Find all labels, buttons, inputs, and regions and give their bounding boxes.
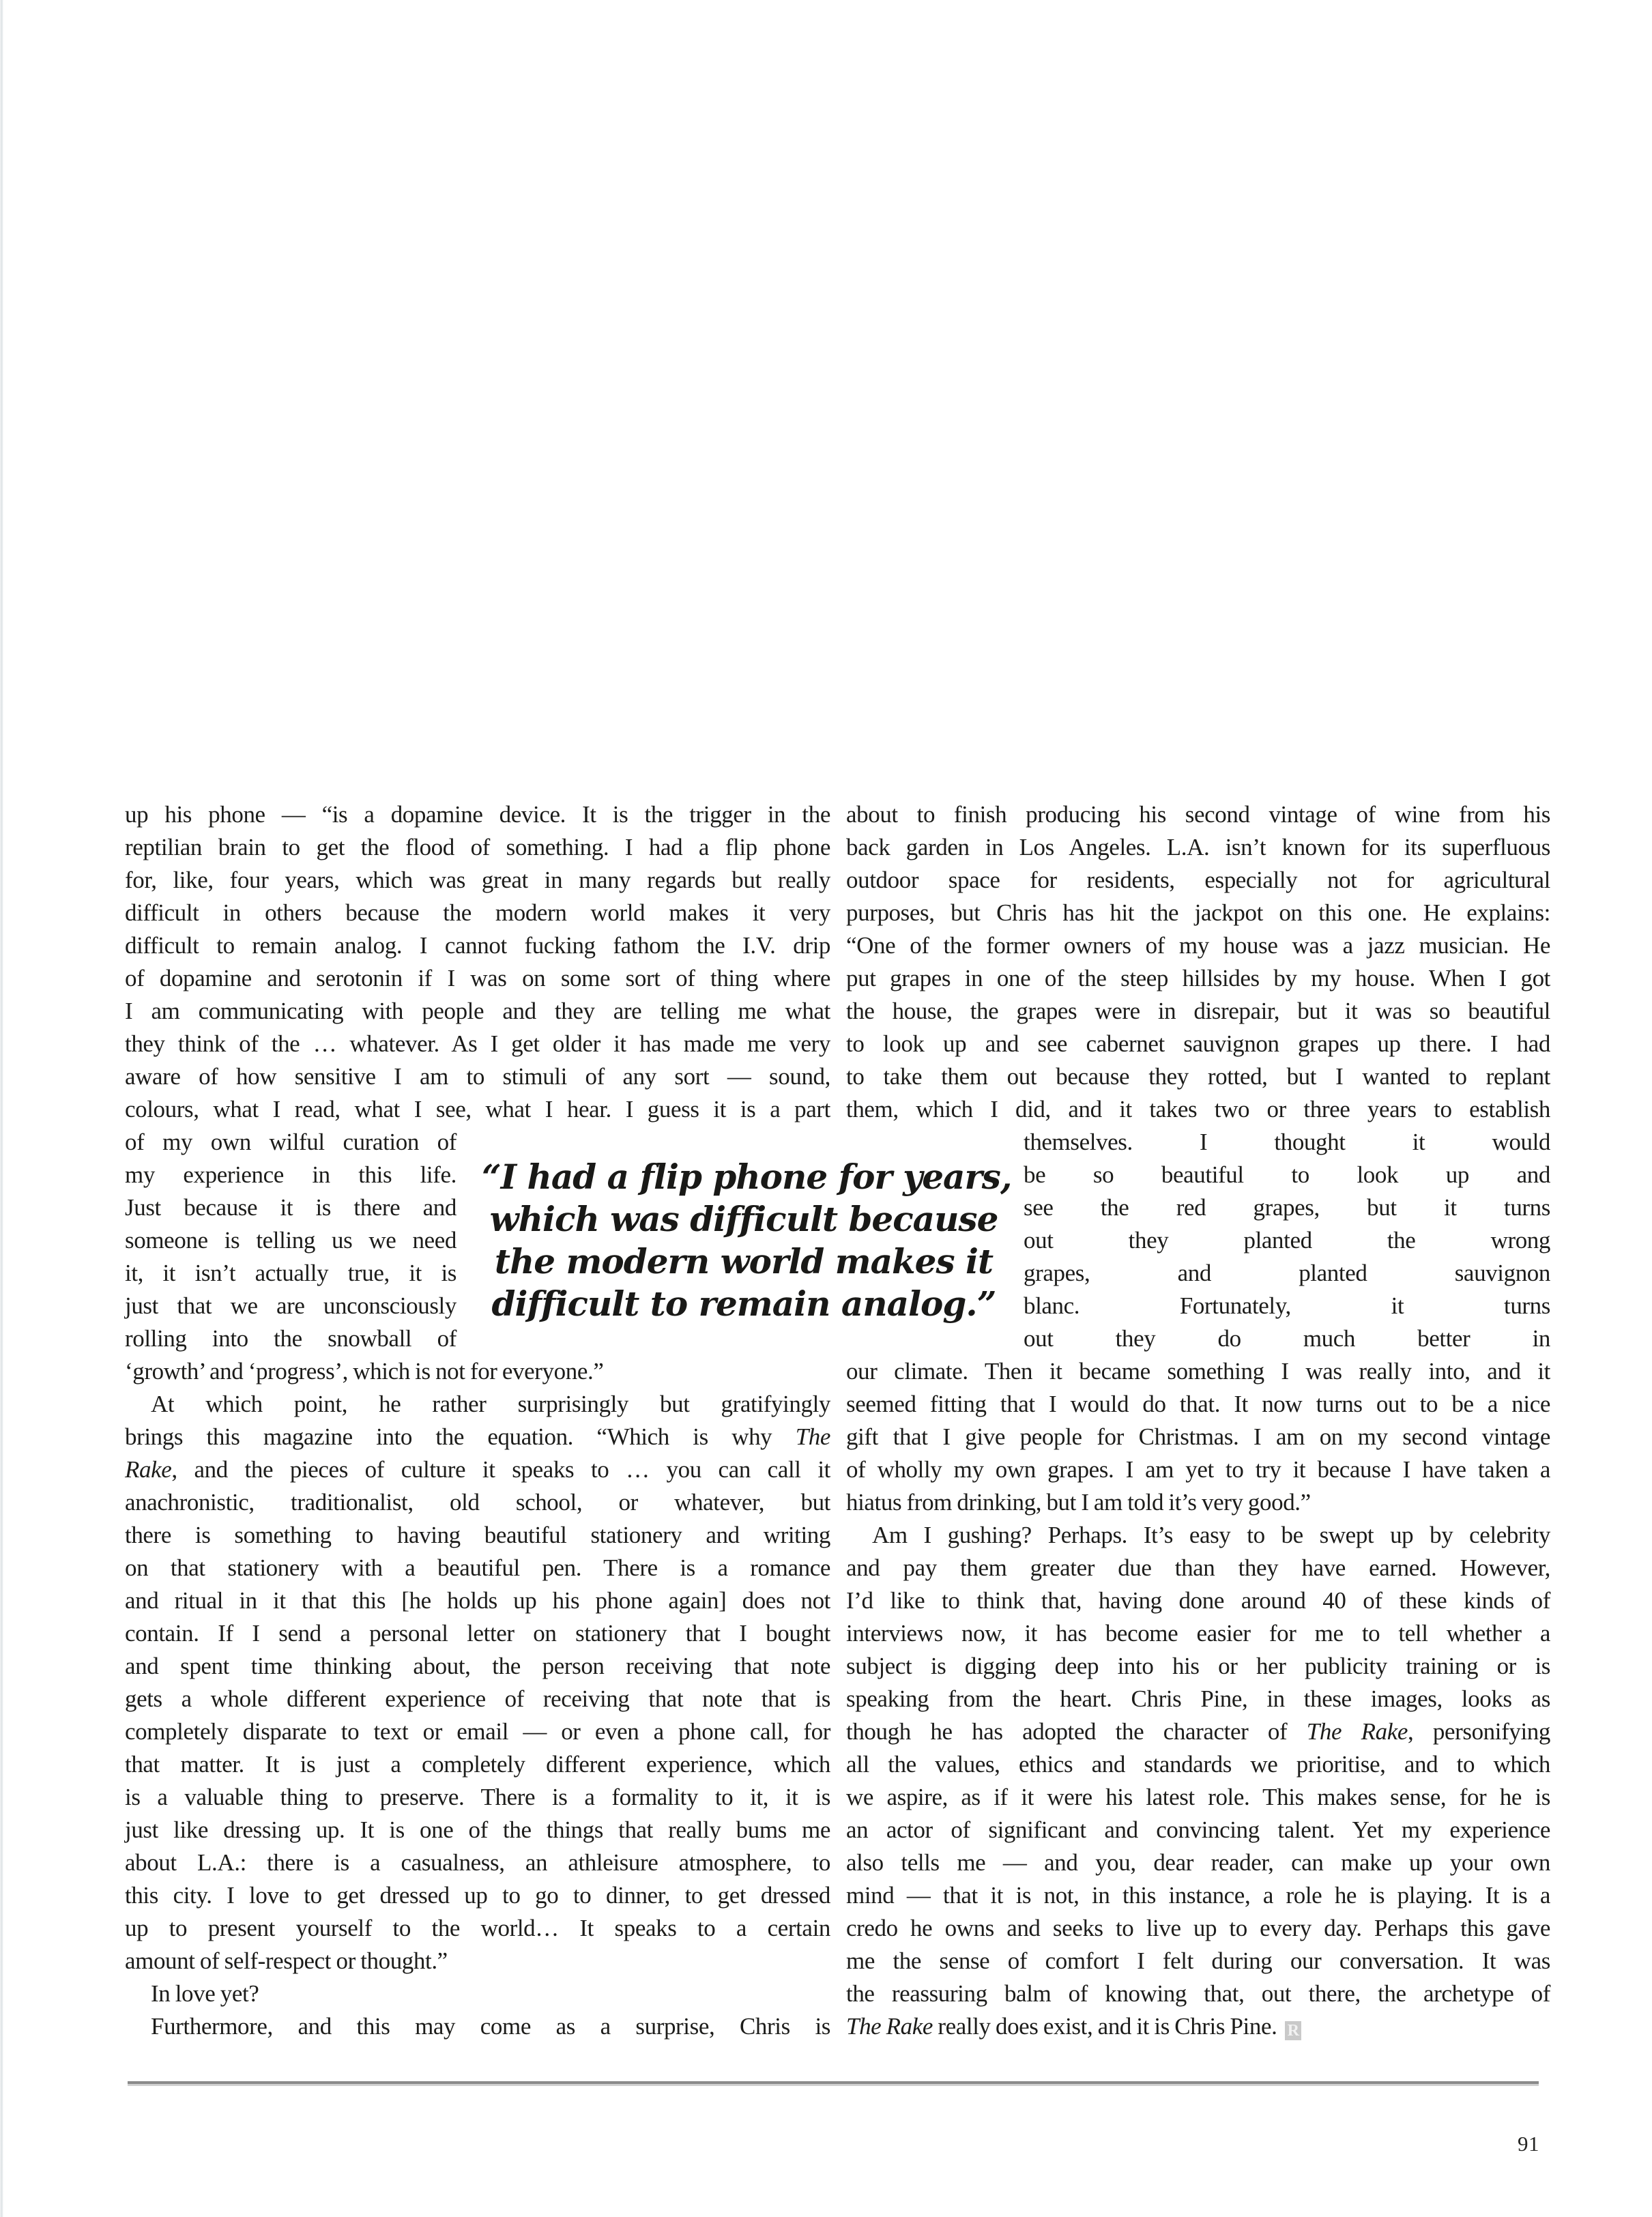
body-text-line: back garden in Los Angeles. L.A. isn’t known for its superfluous (846, 834, 1550, 860)
left-column-top (125, 798, 830, 1126)
body-text-line: purposes, but Chris has hit the jackpot on this one. He explains: (846, 899, 1550, 926)
body-text-line: our climate. Then it became something I was really into, and it (846, 1358, 1550, 1385)
body-text-line: Furthermore, and this may come as a surprise, Chris is (151, 2013, 830, 2040)
body-text-line: the house, the grapes were in disrepair, but it was so beautiful (846, 998, 1550, 1024)
body-text-line: and spent time thinking about, the person receiving that note (125, 1653, 830, 1679)
body-text-line: up his phone — “is a dopamine device. It is the trigger in the (125, 801, 830, 828)
body-text-line: of wholly my own grapes. I am yet to try it because I have taken a (846, 1456, 1550, 1483)
body-text-line: difficult to remain analog. I cannot fucking fathom the I.V. drip (125, 932, 830, 959)
bottom-rule (128, 2081, 1539, 2086)
body-text-line: completely disparate to text or email — or even a phone call, for (125, 1718, 830, 1745)
rake-end-mark-icon: R (1285, 2021, 1301, 2040)
body-text-line: ‘growth’ and ‘progress’, which is not for everyone.” (125, 1358, 604, 1385)
body-text-line: Just because it is there and (125, 1194, 457, 1221)
body-text-line: me the sense of comfort I felt during our conversation. It was (846, 1947, 1550, 1974)
body-text-line: to look up and see cabernet sauvignon grapes up there. I had (846, 1030, 1550, 1057)
body-text-line: of dopamine and serotonin if I was on some sort of thing where (125, 965, 830, 991)
body-text-line: reptilian brain to get the flood of something. I had a flip phone (125, 834, 830, 860)
body-text-line: though he has adopted the character of The Rake, personifying (846, 1718, 1550, 1745)
pull-quote-line: which was difficult because (489, 1199, 998, 1239)
body-text-line: aware of how sensitive I am to stimuli of any sort — sound, (125, 1063, 830, 1090)
body-text-line: I’d like to think that, having done around 40 of these kinds of (846, 1587, 1550, 1614)
body-text-line: about L.A.: there is a casualness, an athleisure atmosphere, to (125, 1849, 830, 1876)
pull-quote-line: the modern world makes it (494, 1241, 994, 1281)
body-text-line: all the values, ethics and standards we prioritise, and to which (846, 1751, 1550, 1778)
right-column-narrow (1024, 1126, 1550, 1355)
body-text-line: also tells me — and you, dear reader, can make up your own (846, 1849, 1550, 1876)
body-text-line: be so beautiful to look up and (1024, 1161, 1550, 1188)
body-text-line: interviews now, it has become easier for me to tell whether a (846, 1620, 1550, 1647)
body-text-line: out they planted the wrong (1024, 1227, 1550, 1254)
left-column-bottom (125, 1355, 830, 2043)
body-text-line: gift that I give people for Christmas. I am on my second vintage (846, 1423, 1550, 1450)
body-text-line: just that we are unconsciously (125, 1292, 457, 1319)
body-text-line: seemed fitting that I would do that. It now turns out to be a nice (846, 1391, 1550, 1417)
body-text-line: subject is digging deep into his or her publicity training or is (846, 1653, 1550, 1679)
body-text-line: them, which I did, and it takes two or three years to establish (846, 1096, 1550, 1122)
body-text-line: In love yet? (151, 1980, 259, 2007)
body-text-line: they think of the … whatever. As I get older it has made me very (125, 1030, 830, 1057)
left-column-narrow (125, 1126, 457, 1355)
body-text-line: for, like, four years, which was great in many regards but really (125, 867, 830, 893)
body-text-line: to take them out because they rotted, but I wanted to replant (846, 1063, 1550, 1090)
body-text-line: about to finish producing his second vintage of wine from his (846, 801, 1550, 828)
right-column-top (846, 798, 1550, 1126)
body-text-line: someone is telling us we need (125, 1227, 457, 1254)
body-text-line: we aspire, as if it were his latest role. This makes sense, for he is (846, 1784, 1550, 1810)
body-text-line: see the red grapes, but it turns (1024, 1194, 1550, 1221)
pull-quote-line: difficult to remain analog.” (491, 1284, 996, 1324)
body-text-line: amount of self-respect or thought.” (125, 1947, 448, 1974)
body-text-line: of my own wilful curation of (125, 1129, 457, 1155)
body-text-line: credo he owns and seeks to live up to every day. Perhaps this gave (846, 1915, 1550, 1941)
body-text-line: anachronistic, traditionalist, old school, or whatever, but (125, 1489, 830, 1516)
body-text-line: it, it isn’t actually true, it is (125, 1260, 457, 1286)
body-text-line: this city. I love to get dressed up to go to dinner, to get dressed (125, 1882, 830, 1909)
right-column-bottom (846, 1355, 1550, 2043)
body-text-line: my experience in this life. (125, 1161, 457, 1188)
body-text-line: hiatus from drinking, but I am told it’s very good.” (846, 1489, 1311, 1516)
body-text-line: blanc. Fortunately, it turns (1024, 1292, 1550, 1319)
body-text-line: At which point, he rather surprisingly but gratifyingly (151, 1391, 830, 1417)
body-text-line: gets a whole different experience of receiving that note that is (125, 1685, 830, 1712)
body-text-line: there is something to having beautiful stationery and writing (125, 1522, 830, 1548)
body-text-line: outdoor space for residents, especially not for agricultural (846, 867, 1550, 893)
page-number: 91 (1518, 2132, 1539, 2156)
body-text-line: on that stationery with a beautiful pen. There is a romance (125, 1554, 830, 1581)
body-text-line: and ritual in it that this [he holds up his phone again] does not (125, 1587, 830, 1614)
body-text-line: difficult in others because the modern world makes it very (125, 899, 830, 926)
body-text-line: speaking from the heart. Chris Pine, in these images, looks as (846, 1685, 1550, 1712)
body-text-line: and pay them greater due than they have earned. However, (846, 1554, 1550, 1581)
pull-quote-line: “I had a flip phone for years, (482, 1157, 1012, 1197)
body-text-line: colours, what I read, what I see, what I hear. I guess it is a part (125, 1096, 830, 1122)
body-text-line: put grapes in one of the steep hillsides by my house. When I got (846, 965, 1550, 991)
body-text-line: is a valuable thing to preserve. There is a formality to it, it is (125, 1784, 830, 1810)
body-text-line: just like dressing up. It is one of the things that really bums me (125, 1816, 830, 1843)
body-text-line: an actor of significant and convincing talent. Yet my experience (846, 1816, 1550, 1843)
body-text-line: the reassuring balm of knowing that, out there, the archetype of (846, 1980, 1550, 2007)
body-text-line: Am I gushing? Perhaps. It’s easy to be swept up by celebrity (872, 1522, 1550, 1548)
body-text-line: up to present yourself to the world… It speaks to a certain (125, 1915, 830, 1941)
pull-quote (482, 1156, 1012, 1325)
body-text-line: The Rake really does exist, and it is Chris Pine. R (846, 2010, 1550, 2043)
body-text-line: mind — that it is not, in this instance, a role he is playing. It is a (846, 1882, 1550, 1909)
body-text-line: brings this magazine into the equation. “Which is why The (125, 1423, 830, 1450)
body-text-line: that matter. It is just a completely different experience, which (125, 1751, 830, 1778)
body-text-line: themselves. I thought it would (1024, 1129, 1550, 1155)
body-text-line: rolling into the snowball of (125, 1325, 457, 1352)
body-text-line: “One of the former owners of my house was a jazz musician. He (846, 932, 1550, 959)
body-text-line: out they do much better in (1024, 1325, 1550, 1352)
body-text-line: grapes, and planted sauvignon (1024, 1260, 1550, 1286)
body-text-line: contain. If I send a personal letter on stationery that I bought (125, 1620, 830, 1647)
body-text-line: Rake, and the pieces of culture it speaks to … you can call it (125, 1456, 830, 1483)
body-text-line: I am communicating with people and they are telling me what (125, 998, 830, 1024)
page-edge-shadow (0, 0, 3, 2217)
